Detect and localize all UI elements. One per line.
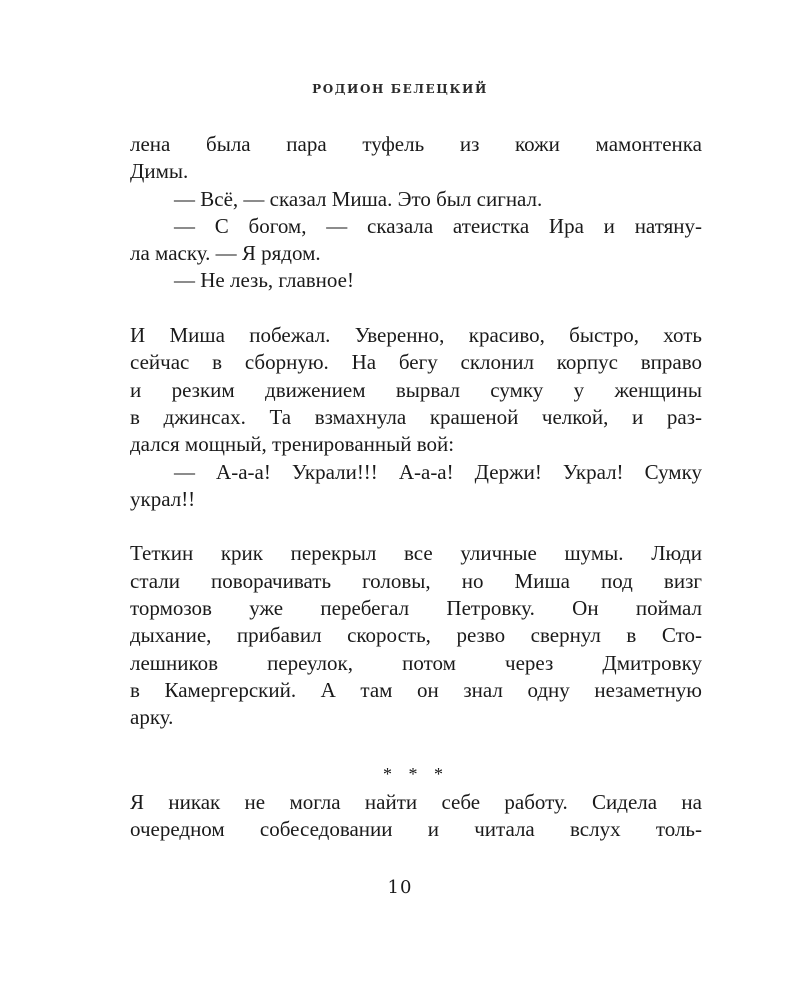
paragraph-gap	[130, 513, 702, 540]
text-line: тормозов уже перебегал Петровку. Он поймал	[130, 596, 702, 621]
text-line: Я никак не могла найти себе работу. Сидела на	[130, 790, 702, 815]
text-line: стали поворачивать головы, но Миша под визг	[130, 568, 702, 593]
text-line: очередном собеседовании и читала вслух толь-	[130, 817, 702, 842]
section-break: * * *	[383, 763, 449, 784]
paragraph-gap	[130, 732, 702, 759]
text-line: лешников переулок, потом через Дмитровку	[130, 650, 702, 675]
text-line: Теткин крик перекрыл все уличные шумы. Люди	[130, 541, 702, 566]
page-number: 10	[387, 877, 413, 898]
text-line: дался мощный, тренированный вой:	[130, 432, 455, 457]
text-line: украл!!	[130, 486, 196, 511]
running-head: РОДИОН БЕЛЕЦКИЙ	[312, 82, 488, 96]
dialogue-line: — Не лезь, главное!	[174, 268, 354, 293]
text-line: Димы.	[130, 159, 189, 184]
text-line: в Камергерский. А там он знал одну незаметную	[130, 677, 702, 702]
text-line: И Миша побежал. Уверенно, красиво, быстро, хоть	[130, 323, 702, 348]
dialogue-line: — С богом, — сказала атеистка Ира и натяну-	[174, 213, 702, 238]
page-body	[130, 131, 702, 844]
dialogue-line: — Всё, — сказал Миша. Это был сигнал.	[174, 186, 543, 211]
paragraph-gap	[130, 295, 702, 322]
text-line: дыхание, прибавил скорость, резво свернул в Сто-	[130, 623, 702, 648]
text-line: ла маску. — Я рядом.	[130, 241, 321, 266]
text-line: и резким движением вырвал сумку у женщины	[130, 377, 702, 402]
dialogue-line: — А-а-а! Украли!!! А-а-а! Держи! Украл! Сумку	[174, 459, 702, 484]
text-line: лена была пара туфель из кожи мамонтенка	[130, 132, 702, 156]
text-line: в джинсах. Та взмахнула крашеной челкой, и раз-	[130, 404, 702, 429]
text-line: арку.	[130, 705, 174, 730]
text-line: сейчас в сборную. На бегу склонил корпус вправо	[130, 350, 702, 375]
